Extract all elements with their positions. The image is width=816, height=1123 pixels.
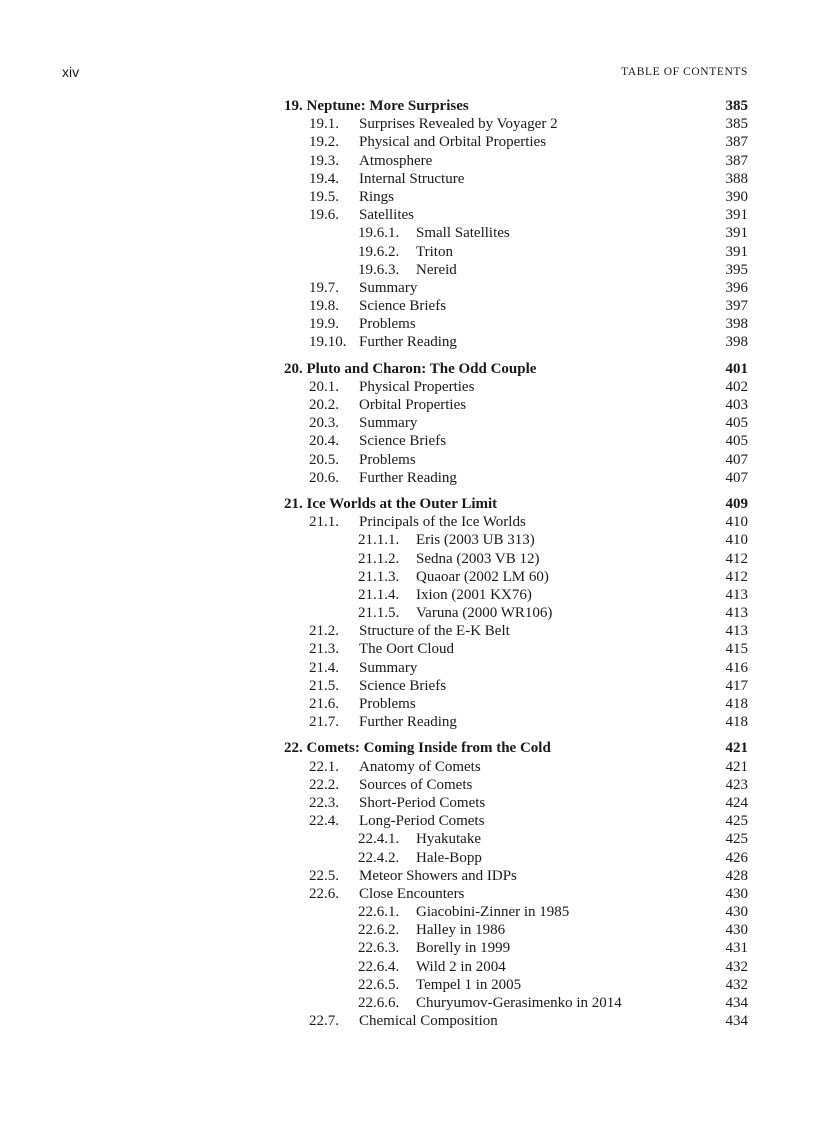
section-page: 407 [725,451,748,468]
section-page: 387 [725,152,748,169]
section-page: 430 [725,885,748,902]
chapter-title: 19. Neptune: More Surprises [284,98,469,114]
entry-label [309,469,708,487]
entry-label [309,794,708,812]
section-number: 19.6.1. [358,225,400,242]
section-page: 425 [725,813,748,830]
section-title: Meteor Showers and IDPs [359,867,517,884]
section-title: Internal Structure [359,170,465,187]
toc-section-row [284,414,748,432]
section-number: 22.2. [309,776,339,793]
toc-section-row [284,677,748,695]
entry-label [309,115,708,133]
section-page: 432 [725,976,748,993]
section-number: 22.4.2. [358,849,400,866]
section-number: 21.2. [309,623,339,640]
page-number: xiv [62,64,80,80]
toc-section-row [284,170,748,188]
toc-section-row [284,640,748,658]
section-page: 395 [725,261,748,278]
section-number: 22.3. [309,794,339,811]
section-title: Rings [359,188,395,205]
toc-section-row [284,451,748,469]
section-title: Close Encounters [359,885,465,902]
section-number: 21.1.4. [358,586,400,603]
toc-subsection-row [284,903,748,921]
section-page: 423 [725,776,748,793]
toc-section-row [284,297,748,315]
section-title: Hale-Bopp [416,849,482,866]
entry-label [309,279,708,297]
chapter-heading [284,97,748,115]
toc-subsection-row [284,604,748,622]
section-page: 405 [725,415,748,432]
section-number: 22.4. [309,813,339,830]
entry-label [309,713,708,731]
section-title: Science Briefs [359,677,447,694]
section-page: 417 [725,677,748,694]
section-number: 22.6.2. [358,922,400,939]
section-page: 403 [725,397,748,413]
toc-section-row [284,396,748,414]
section-page: 410 [725,514,748,531]
section-number: 20.3. [309,415,339,432]
toc-section-row [284,812,748,830]
section-title: Sources of Comets [359,776,473,793]
section-title: The Oort Cloud [359,641,454,658]
section-number: 19.9. [309,316,339,333]
section-page: 413 [725,623,748,640]
toc-section-row [284,794,748,812]
section-number: 19.8. [309,298,339,315]
chapter-heading [284,739,748,757]
entry-label [309,315,708,333]
section-title: Further Reading [359,334,457,351]
section-number: 20.1. [309,378,339,395]
section-title: Hyakutake [416,831,481,848]
section-title: Summary [359,659,418,676]
section-page: 397 [725,298,748,315]
toc-subsection-row [284,849,748,867]
toc-chapter [284,495,748,731]
chapter-title: 20. Pluto and Charon: The Odd Couple [284,360,537,377]
entry-label [309,152,708,170]
section-page: 387 [725,134,748,151]
entry-label [309,867,708,885]
entry-label [309,758,708,776]
toc-subsection-row [284,568,748,586]
section-number: 19.4. [309,170,339,187]
section-title: Further Reading [359,469,457,486]
toc-subsection-row [284,921,748,939]
section-page: 396 [725,279,748,296]
section-page: 398 [725,334,748,351]
section-title: Further Reading [359,714,457,731]
section-number: 19.3. [309,152,339,169]
entry-label [358,921,708,939]
entry-label [358,849,708,867]
section-number: 21.1.1. [358,532,400,549]
section-title: Ixion (2001 KX76) [416,586,532,603]
section-title: Triton [416,243,453,260]
section-page: 412 [725,550,748,567]
toc-section-row [284,659,748,677]
running-title: TABLE OF CONTENTS [621,66,748,78]
toc-section-row [284,885,748,903]
section-title: Wild 2 in 2004 [416,958,506,975]
section-number: 19.10. [309,334,347,351]
entry-label [309,659,708,677]
entry-label [309,776,708,794]
toc-subsection-row [284,976,748,994]
section-page: 430 [725,922,748,939]
entry-label [309,677,708,695]
chapter-page: 401 [725,360,748,377]
entry-label [309,170,708,188]
toc-section-row [284,867,748,885]
chapter-title: 21. Ice Worlds at the Outer Limit [284,495,498,512]
section-title: Anatomy of Comets [359,758,481,775]
toc-subsection-row [284,586,748,604]
entry-label [309,451,708,469]
toc-section-row [284,206,748,224]
section-number: 19.6.3. [358,261,400,278]
section-title: Problems [359,696,416,712]
toc-section-row [284,776,748,794]
entry-label [358,586,708,604]
toc-section-row [284,432,748,450]
chapter-page: 385 [725,98,748,114]
entry-label [309,414,708,432]
section-title: Physical and Orbital Properties [359,134,547,151]
section-title: Quaoar (2002 LM 60) [416,568,549,585]
section-title: Borelly in 1999 [416,940,511,957]
toc-subsection-row [284,550,748,568]
section-number: 20.4. [309,433,339,450]
section-page: 407 [725,469,748,486]
entry-label [309,378,708,396]
section-page: 425 [725,831,748,848]
toc-section-row [284,115,748,133]
toc-section-row [284,713,748,731]
toc-subsection-row [284,994,748,1012]
section-title: Satellites [359,207,414,224]
section-title: Summary [359,279,418,296]
entry-label [358,604,708,622]
section-page: 391 [725,243,748,260]
section-title: Summary [359,415,418,432]
section-number: 21.1.2. [358,550,400,567]
section-page: 413 [725,586,748,603]
section-number: 21.3. [309,641,339,658]
entry-label [309,188,708,206]
section-title: Sedna (2003 VB 12) [416,550,540,567]
entry-label [358,939,708,957]
section-number: 22.5. [309,867,339,884]
entry-label [309,133,708,151]
section-title: Surprises Revealed by Voyager 2 [359,116,558,133]
section-title: Varuna (2000 WR106) [416,605,553,622]
section-number: 22.6.1. [358,904,400,921]
section-title: Physical Properties [359,378,475,395]
section-number: 22.6.3. [358,940,400,957]
toc-subsection-row [284,830,748,848]
entry-label [358,994,708,1012]
entry-label [358,243,708,261]
section-page: 434 [725,995,748,1011]
section-number: 21.1. [309,514,339,531]
section-page: 415 [725,641,748,658]
section-page: 410 [725,532,748,549]
section-page: 413 [725,605,748,622]
section-number: 20.2. [309,397,339,413]
entry-label [358,550,708,568]
section-number: 22.6.4. [358,958,400,975]
entry-label [309,885,708,903]
entry-label [309,695,708,713]
section-page: 388 [725,170,748,187]
table-of-contents [284,97,748,1038]
toc-subsection-row [284,958,748,976]
section-page: 430 [725,904,748,921]
section-page: 391 [725,207,748,224]
section-page: 418 [725,714,748,731]
chapter-title: 22. Comets: Coming Inside from the Cold [284,740,551,757]
section-title: Long-Period Comets [359,813,485,830]
section-page: 398 [725,316,748,333]
section-number: 19.6.2. [358,243,400,260]
section-number: 22.4.1. [358,831,400,848]
entry-label [358,224,708,242]
toc-section-row [284,152,748,170]
entry-label [358,261,708,279]
section-page: 421 [725,758,748,775]
section-page: 434 [725,1013,748,1030]
section-number: 19.2. [309,134,339,151]
toc-section-row [284,315,748,333]
toc-subsection-row [284,224,748,242]
section-title: Tempel 1 in 2005 [416,976,522,993]
section-title: Eris (2003 UB 313) [416,532,535,549]
section-page: 405 [725,433,748,450]
entry-label [309,812,708,830]
section-title: Problems [359,316,416,333]
section-title: Small Satellites [416,225,510,242]
chapter-page: 421 [725,740,748,757]
entry-label [358,830,708,848]
toc-chapter [284,360,748,487]
section-number: 19.1. [309,116,339,133]
section-page: 432 [725,958,748,975]
section-number: 21.1.5. [358,605,400,622]
entry-label [358,568,708,586]
entry-label [358,976,708,994]
entry-label [309,396,708,414]
entry-label [309,622,708,640]
toc-section-row [284,469,748,487]
section-number: 21.1.3. [358,568,400,585]
section-title: Chemical Composition [359,1013,498,1030]
section-number: 19.7. [309,279,339,296]
section-title: Science Briefs [359,298,447,315]
toc-subsection-row [284,261,748,279]
toc-section-row [284,333,748,351]
section-number: 20.6. [309,469,339,486]
section-page: 424 [725,794,748,811]
section-title: Structure of the E-K Belt [359,623,510,640]
entry-label [309,1012,708,1030]
toc-section-row [284,1012,748,1030]
section-page: 385 [725,116,748,133]
toc-section-row [284,279,748,297]
section-number: 22.6. [309,885,339,902]
section-title: Halley in 1986 [416,922,506,939]
toc-section-row [284,133,748,151]
section-title: Churyumov-Gerasimenko in 2014 [416,995,622,1011]
section-number: 21.5. [309,677,339,694]
section-number: 22.6.6. [358,995,400,1011]
chapter-heading [284,360,748,378]
section-number: 20.5. [309,451,339,468]
toc-subsection-row [284,243,748,261]
section-number: 21.4. [309,659,339,676]
section-page: 412 [725,568,748,585]
section-page: 391 [725,225,748,242]
chapter-heading [284,495,748,513]
section-title: Giacobini-Zinner in 1985 [416,904,570,921]
section-title: Principals of the Ice Worlds [359,514,526,531]
entry-label [358,958,708,976]
section-number: 22.7. [309,1013,339,1030]
toc-section-row [284,513,748,531]
entry-label [309,206,708,224]
section-number: 19.5. [309,188,339,205]
section-number: 22.1. [309,758,339,775]
entry-label [309,513,708,531]
section-title: Problems [359,451,416,468]
toc-section-row [284,695,748,713]
entry-label [309,333,708,351]
section-title: Short-Period Comets [359,794,486,811]
section-number: 21.7. [309,714,339,731]
toc-section-row [284,758,748,776]
toc-subsection-row [284,939,748,957]
section-page: 416 [725,659,748,676]
toc-subsection-row [284,531,748,549]
section-page: 426 [725,849,748,866]
section-page: 390 [725,188,748,205]
section-title: Orbital Properties [359,397,467,413]
section-page: 418 [725,696,748,712]
section-number: 21.6. [309,696,339,712]
section-title: Nereid [416,261,457,278]
toc-section-row [284,188,748,206]
section-title: Atmosphere [359,152,433,169]
section-number: 22.6.5. [358,976,400,993]
toc-chapter [284,739,748,1030]
entry-label [309,432,708,450]
toc-chapter [284,97,748,352]
toc-section-row [284,378,748,396]
chapter-page: 409 [725,495,748,512]
section-page: 402 [725,378,748,395]
section-page: 428 [725,867,748,884]
entry-label [358,531,708,549]
entry-label [309,297,708,315]
toc-section-row [284,622,748,640]
section-page: 431 [725,940,748,957]
entry-label [358,903,708,921]
section-title: Science Briefs [359,433,447,450]
entry-label [309,640,708,658]
section-number: 19.6. [309,207,339,224]
